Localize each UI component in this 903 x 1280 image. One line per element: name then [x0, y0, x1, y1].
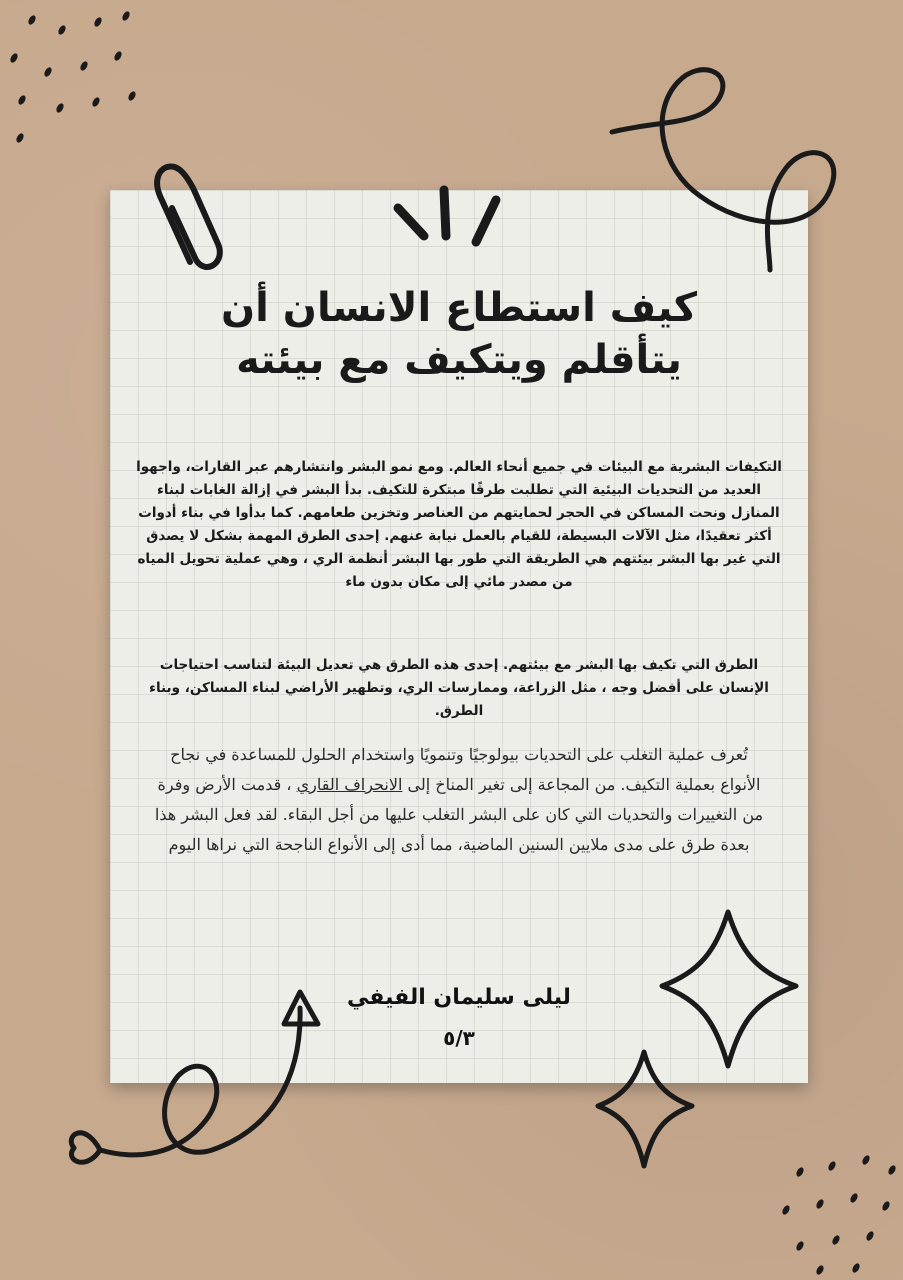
title-line-1: كيف استطاع الانسان أن [221, 285, 697, 331]
sparkle-lines-icon [398, 190, 496, 242]
paragraph-3-part-1: تُعرف عملية التغلب على التحديات بيولوجيًا وتنمويًا واستخدام الحلول للمساعدة في نجاح الأنواع بعملية التكيف. من المجاعة إلى تغير المناخ إلى [170, 745, 761, 794]
star-icon [598, 1052, 692, 1166]
arrow-squiggle-icon [71, 992, 318, 1162]
continental-drift-link[interactable]: الانحراف القاري [296, 775, 403, 794]
author-name: ليلى سليمان الفيفي [347, 985, 571, 1010]
title-line-2: يتأقلم ويتكيف مع بيئته [236, 337, 682, 383]
page-number: ٥/٣ [443, 1026, 475, 1050]
loop-squiggle-icon [612, 70, 834, 270]
star-icon [662, 912, 796, 1066]
paragraph-3-part-2: ، قدمت الأرض وفرة من التغييرات والتحديات التي كان على البشر التغلب عليها من أجل البقاء. لقد فعل البشر هذا بعدة طرق على مدى ملايين السنين الماضية، مما أدى إلى الأنواع الناجحة التي نراها اليوم [154, 775, 764, 854]
paperclip-icon [157, 166, 220, 267]
paragraph-2: الطرق التي تكيف بها البشر مع بيئتهم. إحدى هذه الطرق هي تعديل البيئة لتناسب احتياجات الإنسان على أفضل وجه ، مثل الزراعة، وممارسات الري، وتطهير الأراضي لبناء المساكن، وبناء الطرق. [149, 657, 769, 719]
paragraph-1: التكيفات البشرية مع البيئات في جميع أنحاء العالم. ومع نمو البشر وانتشارهم عبر القارات، واجهوا العديد من التحديات البيئية التي تطلبت طرقًا مبتكرة للتكيف. بدأ البشر في إزالة الغابات لبناء المنازل ونحت المساكن في الحجر لحمايتهم من العناصر وتخزين طعامهم. كما بدأوا في بناء أدوات أكثر تعقيدًا، مثل الآلات البسيطة، للقيام بالعمل نيابة عنهم. إحدى الطرق المهمة بشكل لا يصدق التي غير بها البشر بيئتهم هي الطريقة التي طور بها البشر أنظمة الري ، وهي عملية تحويل المياه من مصدر مائي إلى مكان بدون ماء [136, 459, 782, 590]
